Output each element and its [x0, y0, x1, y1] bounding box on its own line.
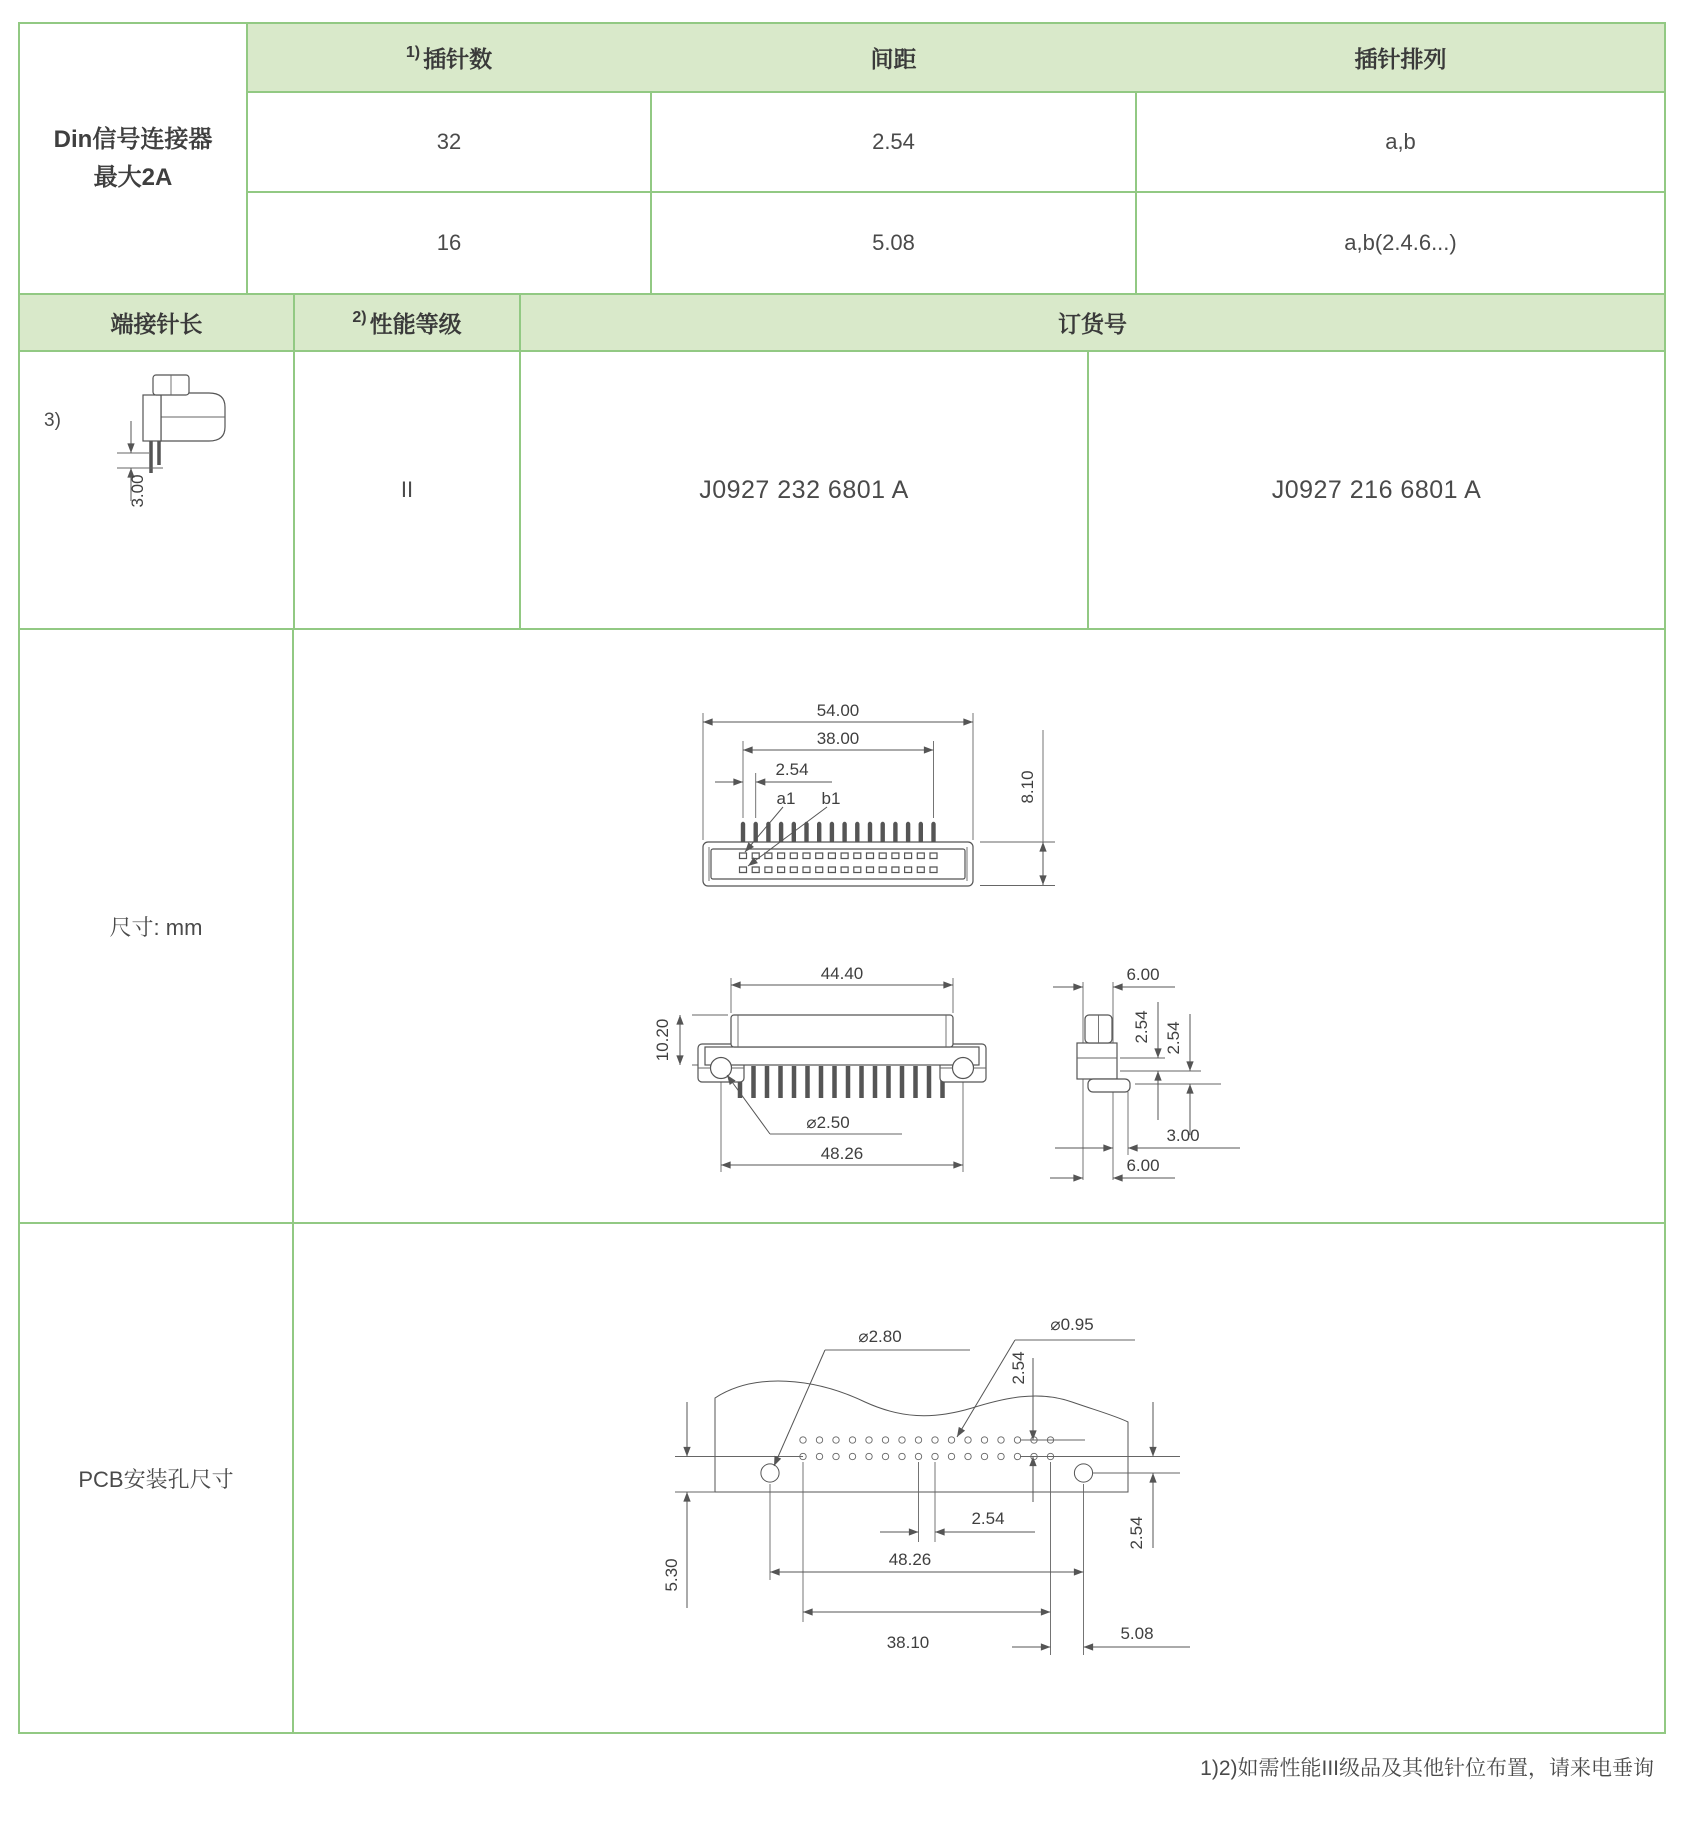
divider [292, 630, 294, 1222]
col-header-grade [295, 295, 519, 350]
dim-3.00: 3.00 [1166, 1126, 1200, 1145]
cell-arrangement-ab246 [1137, 193, 1664, 293]
col-header-arrangement-label: 插针排列 [1354, 46, 1447, 72]
dim-38.00: 38.00 [816, 729, 860, 748]
label-b1: b1 [821, 789, 841, 808]
cell-pitch-254 [652, 93, 1135, 191]
order-number: J0927 216 6801 A [1271, 475, 1482, 504]
pcb-label-cell [20, 1224, 292, 1732]
col-header-pin-length [20, 295, 293, 350]
col-header-pitch [652, 24, 1135, 91]
dim-span-48.26: 48.26 [888, 1550, 932, 1569]
dim-6.00-top: 6.00 [1126, 965, 1160, 984]
dimensions-section [18, 628, 1666, 1224]
dim-2.54-a: 2.54 [1132, 1010, 1151, 1044]
value: a,b [1385, 129, 1416, 154]
product-name-cell [20, 24, 246, 293]
dim-2.54: 2.54 [775, 760, 809, 779]
order-table [18, 293, 1666, 630]
footnote: 1)2)如需性能III级品及其他针位布置，请来电垂询 [1200, 1757, 1654, 1780]
dim-row-pitch-2.54: 2.54 [1009, 1351, 1028, 1385]
spec-table [18, 22, 1666, 295]
dim-10.20: 10.20 [653, 1018, 672, 1062]
label: 性能等级 [369, 311, 462, 337]
col-header-arrangement [1137, 24, 1664, 91]
terminal-pin-drawing [105, 365, 245, 535]
order-number-32-cell [521, 352, 1087, 628]
cell-pitch-508 [652, 193, 1135, 293]
dim-hole-2.50: ⌀2.50 [806, 1113, 850, 1132]
label: 订货号 [1058, 311, 1127, 337]
dim-2.54-b: 2.54 [1164, 1021, 1183, 1055]
value: 16 [436, 230, 462, 255]
dim-3.00: 3.00 [128, 474, 147, 508]
product-line1: Din信号连接器 [53, 126, 213, 154]
label: 端接针长 [110, 311, 203, 337]
connector-front-view-drawing [590, 695, 1090, 895]
dim-8.10: 8.10 [1018, 770, 1037, 804]
cell-pins-16 [248, 193, 650, 293]
product-line2: 最大2A [93, 163, 173, 191]
footnote-ref-3: 3) [44, 410, 61, 431]
col-header-order-number [521, 295, 1664, 350]
connector-side-view-drawing [1025, 930, 1295, 1190]
value: a,b(2.4.6...) [1344, 230, 1457, 255]
value: 5.08 [872, 230, 915, 255]
grade-value: II [400, 477, 414, 502]
cell-arrangement-ab [1137, 93, 1664, 191]
footnote-ref-1: 1) [405, 43, 421, 61]
dim-54.00: 54.00 [816, 701, 860, 720]
dimensions-label-cell [20, 630, 292, 1222]
value: 32 [436, 129, 462, 154]
dim-edge-5.30: 5.30 [662, 1558, 681, 1592]
dim-48.26: 48.26 [820, 1144, 864, 1163]
footnote-ref-2: 2) [352, 308, 367, 326]
dim-pin-hole-0.95: ⌀0.95 [1050, 1315, 1094, 1334]
order-number: J0927 232 6801 A [699, 475, 909, 504]
cell-pins-32 [248, 93, 650, 191]
pcb-label: PCB安装孔尺寸 [78, 1466, 234, 1492]
col-header-pitch-label: 间距 [870, 46, 917, 72]
dim-offset-5.08: 5.08 [1120, 1624, 1154, 1643]
dim-6.00-bottom: 6.00 [1126, 1156, 1160, 1175]
dim-side-2.54: 2.54 [1127, 1516, 1146, 1550]
grade-cell [295, 352, 519, 628]
col-header-pins-label: 插针数 [423, 46, 493, 72]
col-header-pins [248, 24, 650, 91]
dimensions-label: 尺寸: mm [109, 914, 203, 940]
dim-pitch-2.54: 2.54 [971, 1509, 1005, 1528]
dim-row-span-38.10: 38.10 [886, 1633, 930, 1652]
order-number-16-cell [1089, 352, 1664, 628]
pcb-section [18, 1222, 1666, 1734]
label-a1: a1 [776, 789, 796, 808]
pcb-hole-layout-drawing [580, 1250, 1340, 1710]
divider [292, 1224, 294, 1732]
dim-mount-hole-2.80: ⌀2.80 [858, 1327, 902, 1346]
value: 2.54 [872, 129, 915, 154]
dim-44.40: 44.40 [820, 964, 864, 983]
